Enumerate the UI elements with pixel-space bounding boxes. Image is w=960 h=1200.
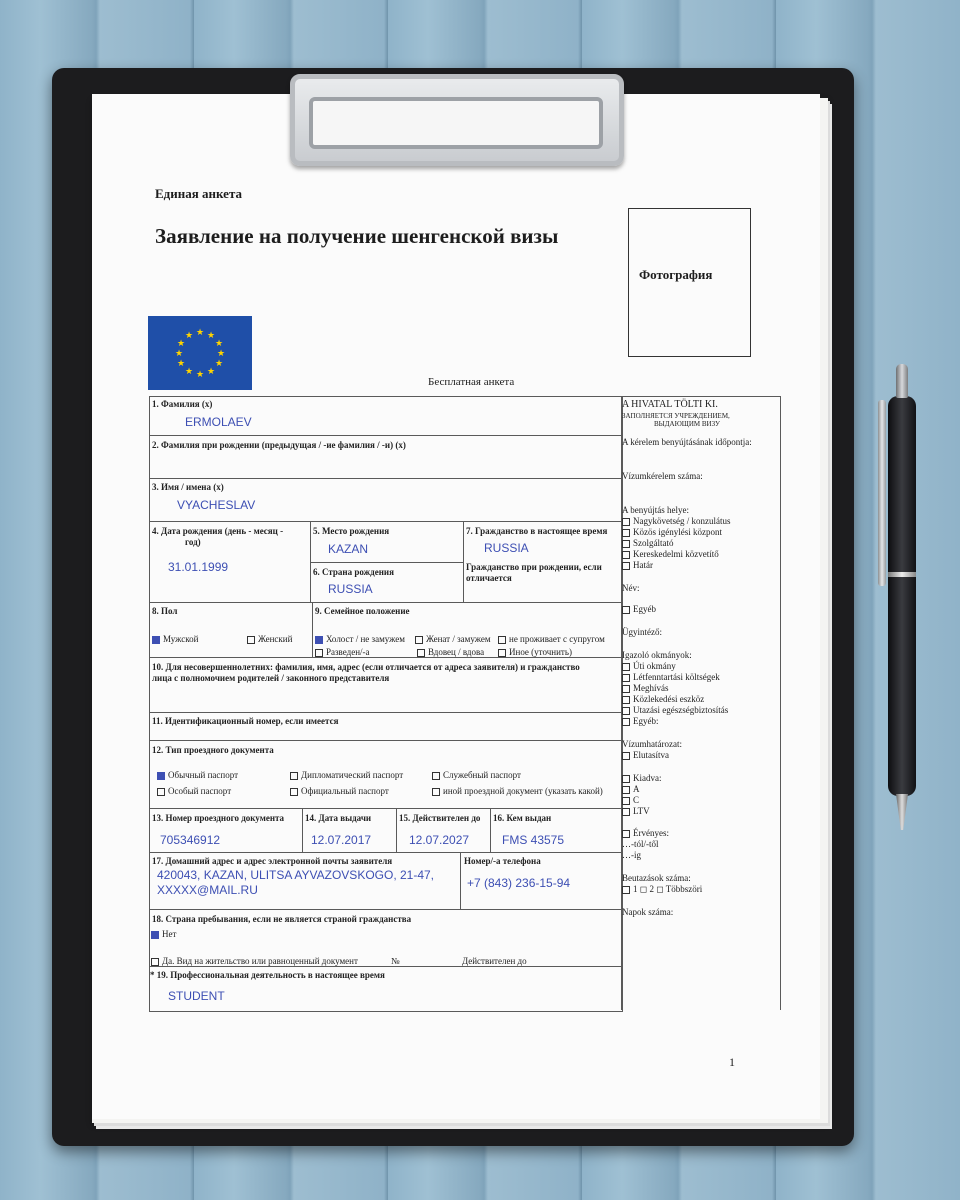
married-checkbox[interactable] <box>415 636 423 644</box>
other-checkbox[interactable] <box>498 649 506 657</box>
single-checkbox[interactable] <box>315 636 323 644</box>
sidebar-doc-2[interactable]: Létfenntartási költségek <box>622 672 720 682</box>
marital-married-option[interactable]: Женат / замужем <box>415 634 491 644</box>
svg-text:★: ★ <box>174 349 184 359</box>
residence-no-option[interactable]: Нет <box>151 929 176 939</box>
sidebar-valid[interactable]: Érvényes: <box>622 828 669 838</box>
photo-box[interactable] <box>628 208 751 357</box>
svg-text:★: ★ <box>216 349 226 359</box>
sidebar-place-4[interactable]: Kereskedelmi közvetítő <box>622 549 719 559</box>
marital-separated-option[interactable]: не проживает с супругом <box>498 634 605 644</box>
sidebar-type-c[interactable]: C <box>622 795 639 805</box>
minor-label-2: лица с полномочием родителей / законного представителя <box>152 673 390 683</box>
svg-text:★: ★ <box>176 359 186 369</box>
doc-service-option[interactable]: Служебный паспорт <box>432 770 521 780</box>
male-checkbox[interactable] <box>152 636 160 644</box>
form-title: Заявление на получение шенгенской визы <box>155 224 559 248</box>
pen-clip <box>878 400 886 586</box>
pen-tip <box>896 794 908 830</box>
citizenship-value[interactable]: RUSSIA <box>484 541 529 555</box>
birth-citizenship-label-2: отличается <box>466 573 512 583</box>
eu-flag <box>148 316 252 390</box>
sidebar-from: …-tól/-től <box>622 839 659 849</box>
eu-stars-icon <box>148 316 252 390</box>
widowed-checkbox[interactable] <box>417 649 425 657</box>
doc-number-value[interactable]: 705346912 <box>160 833 221 847</box>
residence-label: 18. Страна пребывания, если не является страной гражданства <box>152 914 412 924</box>
birthplace-value[interactable]: KAZAN <box>328 542 369 556</box>
free-form-label: Бесплатная анкета <box>428 376 515 388</box>
sidebar-place-1[interactable]: Nagykövetség / konzulátus <box>622 516 730 526</box>
sidebar-entries-options[interactable]: 1 ◻ 2 ◻ Többszöri <box>622 884 702 895</box>
doc-official-option[interactable]: Официальный паспорт <box>290 786 389 796</box>
sidebar-place-2[interactable]: Közös igénylési központ <box>622 527 722 537</box>
sidebar-type-a[interactable]: A <box>622 784 640 794</box>
separated-checkbox[interactable] <box>498 636 506 644</box>
marital-other-option[interactable]: Иное (уточнить) <box>498 647 572 657</box>
sidebar-decision: Vízumhatározat: <box>622 739 682 749</box>
sidebar-number: Vízumkérelem száma: <box>622 471 703 481</box>
surname-label: 1. Фамилия (x) <box>152 399 213 409</box>
special-checkbox[interactable] <box>157 788 165 796</box>
metal-clip <box>290 74 624 166</box>
sidebar-place: A benyújtás helye: <box>622 505 689 515</box>
valid-until-label: 15. Действителен до <box>399 813 481 823</box>
residence-valid-label: Действителен до <box>462 956 527 966</box>
doc-number-label: 13. Номер проездного документа <box>152 813 285 823</box>
sidebar-head-2: ЗАПОЛНЯЕТСЯ УЧРЕЖДЕНИЕМ, <box>622 412 730 420</box>
phone-value[interactable]: +7 (843) 236-15-94 <box>467 876 571 890</box>
photo-label: Фотография <box>639 267 713 282</box>
sidebar-date: A kérelem benyújtásának időpontja: <box>622 437 752 447</box>
sidebar-docs: Igazoló okmányok: <box>622 650 692 660</box>
marital-divorced-option[interactable]: Разведен/-а <box>315 647 370 657</box>
service-checkbox[interactable] <box>432 772 440 780</box>
form-subtitle: Единая анкета <box>155 186 242 201</box>
svg-text:★: ★ <box>214 359 224 369</box>
doc-special-option[interactable]: Особый паспорт <box>157 786 231 796</box>
residence-yes-option[interactable]: Да. Вид на жительство или равноценный документ <box>151 956 358 966</box>
sidebar-head: A HIVATAL TÖLTI KI. <box>622 399 718 410</box>
sidebar-doc-5[interactable]: Utazási egészségbiztosítás <box>622 705 728 715</box>
sidebar-place-5[interactable]: Határ <box>622 560 653 570</box>
sidebar-doc-6[interactable]: Egyéb: <box>622 716 659 726</box>
sidebar-issued[interactable]: Kiadva: <box>622 773 662 783</box>
sidebar-doc-3[interactable]: Meghívás <box>622 683 669 693</box>
sex-label: 8. Пол <box>152 606 178 616</box>
official-checkbox[interactable] <box>290 788 298 796</box>
sidebar-to: …-ig <box>622 850 641 860</box>
sidebar-entries: Beutazások száma: <box>622 873 691 883</box>
sidebar-doc-4[interactable]: Közlekedési eszköz <box>622 694 704 704</box>
occupation-value[interactable]: STUDENT <box>168 989 225 1003</box>
birthplace-label: 5. Место рождения <box>313 526 390 536</box>
issued-by-value[interactable]: FMS 43575 <box>502 833 565 847</box>
pen <box>884 364 918 836</box>
valid-until-value[interactable]: 12.07.2027 <box>409 833 470 847</box>
svg-text:★: ★ <box>184 331 194 341</box>
sidebar-handler: Ügyintéző: <box>622 627 662 637</box>
no-checkbox[interactable] <box>151 931 159 939</box>
sex-male-option[interactable]: Мужской <box>152 634 198 644</box>
minor-label: 10. Для несовершеннолетних: фамилия, имя, адрес (если отличается от адреса заявителя) и гражданство <box>152 662 580 672</box>
svg-text:★: ★ <box>206 331 216 341</box>
sex-female-option[interactable]: Женский <box>247 634 292 644</box>
issued-by-label: 16. Кем выдан <box>493 813 552 823</box>
sidebar-place-3[interactable]: Szolgáltató <box>622 538 674 548</box>
address-label: 17. Домашний адрес и адрес электронной почты заявителя <box>152 856 393 866</box>
dob-value[interactable]: 31.01.1999 <box>168 560 229 574</box>
svg-text:★: ★ <box>195 370 205 380</box>
marital-widowed-option[interactable]: Вдовец / вдова <box>417 647 484 657</box>
marital-label: 9. Семейное положение <box>315 606 410 616</box>
other-doc-checkbox[interactable] <box>432 788 440 796</box>
diplomatic-checkbox[interactable] <box>290 772 298 780</box>
issue-date-value[interactable]: 12.07.2017 <box>311 833 372 847</box>
sidebar-doc-1[interactable]: Úti okmány <box>622 661 676 671</box>
dob-label-year: год) <box>185 537 201 547</box>
doc-type-label: 12. Тип проездного документа <box>152 745 274 755</box>
citizenship-label: 7. Гражданство в настоящее время <box>466 526 608 536</box>
doc-diplomatic-option[interactable]: Дипломатический паспорт <box>290 770 403 780</box>
doc-ordinary-option[interactable]: Обычный паспорт <box>157 770 238 780</box>
first-name-value[interactable]: VYACHESLAV <box>177 498 256 512</box>
marital-single-option[interactable]: Холост / не замужем <box>315 634 405 644</box>
divorced-checkbox[interactable] <box>315 649 323 657</box>
page-number: 1 <box>729 1055 735 1069</box>
female-checkbox[interactable] <box>247 636 255 644</box>
first-name-label: 3. Имя / имена (x) <box>152 482 224 492</box>
phone-label: Номер/-а телефона <box>464 856 541 866</box>
sidebar-name: Név: <box>622 583 640 593</box>
svg-text:★: ★ <box>184 367 194 377</box>
issue-date-label: 14. Дата выдачи <box>305 813 372 823</box>
sidebar-other[interactable]: Egyéb <box>622 604 656 614</box>
ordinary-checkbox[interactable] <box>157 772 165 780</box>
sidebar-refused[interactable]: Elutasítva <box>622 750 669 760</box>
sidebar-head-3: ВЫДАЮЩИМ ВИЗУ <box>654 420 720 428</box>
svg-text:★: ★ <box>214 339 224 349</box>
dob-label: 4. Дата рождения (день - месяц - <box>152 526 284 536</box>
sidebar-days: Napok száma: <box>622 907 674 917</box>
svg-text:★: ★ <box>176 339 186 349</box>
occupation-label: * 19. Профессиональная деятельность в настоящее время <box>150 970 385 980</box>
address-value[interactable]: 420043, KAZAN, ULITSA AYVAZOVSKOGO, 21-47, <box>157 868 435 882</box>
svg-text:★: ★ <box>206 367 216 377</box>
birth-citizenship-label: Гражданство при рождении, если <box>466 562 602 572</box>
residence-number-label: № <box>391 956 400 966</box>
svg-text:★: ★ <box>195 328 205 338</box>
birth-surname-label: 2. Фамилия при рождении (предыдущая / -ие фамилия / -и) (x) <box>152 440 406 450</box>
id-number-label: 11. Идентификационный номер, если имеется <box>152 716 339 726</box>
email-value[interactable]: XXXXX@MAIL.RU <box>157 883 258 897</box>
birth-country-value[interactable]: RUSSIA <box>328 582 373 596</box>
surname-value[interactable]: ERMOLAEV <box>185 415 252 429</box>
doc-other-option[interactable]: иной проездной документ (указать какой) <box>432 786 603 796</box>
sidebar-type-ltv[interactable]: LTV <box>622 806 650 816</box>
yes-checkbox[interactable] <box>151 958 159 966</box>
birth-country-label: 6. Страна рождения <box>313 567 394 577</box>
